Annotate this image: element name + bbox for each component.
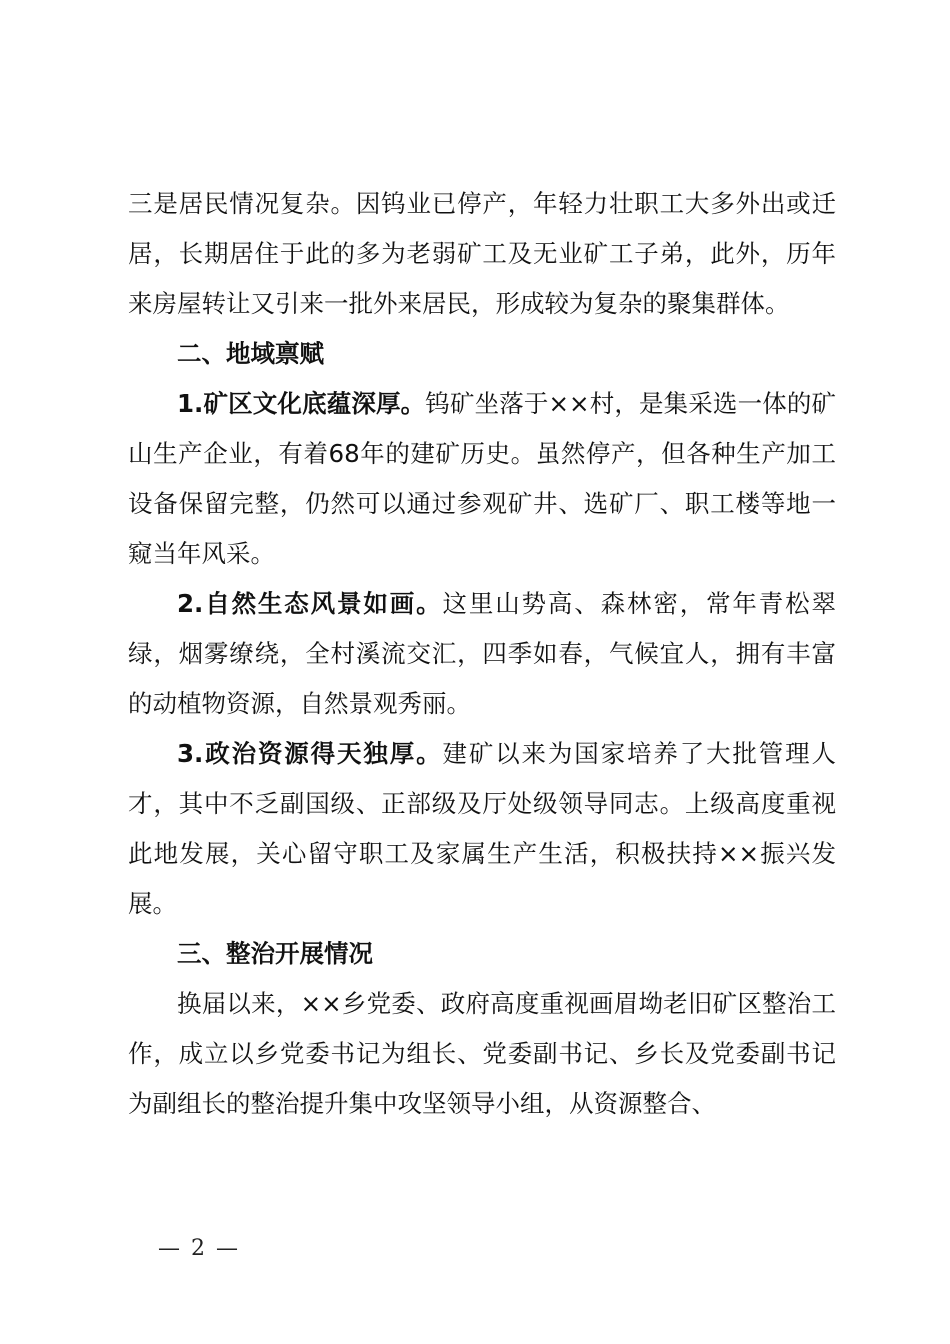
paragraph-mining-culture (128, 379, 836, 579)
paragraph-rectification-work: 换届以来，××乡党委、政府高度重视画眉坳老旧矿区整治工作，成立以乡党委书记为组长、党委副书记、乡长及党委副书记为副组长的整治提升集中攻坚领导小组，从资源整合、 (128, 989, 836, 1118)
paragraph-text: 建矿以来为国家培养了大批管理人才，其中不乏副国级、正部级及厅处级领导同志。上级高度重视此地发展，关心留守职工及家属生产生活，积极扶持××振兴发展。 (128, 739, 837, 918)
paragraph-political-resources (128, 729, 836, 929)
paragraph-natural-ecology (128, 579, 836, 729)
paragraph-lead: 2.自然生态风景如画。 (177, 589, 443, 618)
document-body (128, 179, 836, 1129)
section-heading-regional-endowment: 二、地域禀赋 (177, 339, 324, 368)
paragraph-lead: 3.政治资源得天独厚。 (177, 739, 443, 768)
section-heading-rectification: 三、整治开展情况 (177, 939, 373, 968)
paragraph-text: 钨矿坐落于××村，是集采选一体的矿山生产企业，有着68年的建矿历史。虽然停产，但各种生产加工设备保留完整，仍然可以通过参观矿井、选矿厂、职工楼等地一窥当年风采。 (128, 389, 836, 568)
paragraph-lead: 1.矿区文化底蕴深厚。 (177, 389, 426, 418)
paragraph-text: 这里山势高、森林密，常年青松翠绿，烟雾缭绕，全村溪流交汇，四季如春，气候宜人，拥有丰富的动植物资源，自然景观秀丽。 (128, 589, 837, 718)
page-number: — 2 — (158, 1236, 240, 1261)
paragraph-residents: 三是居民情况复杂。因钨业已停产，年轻力壮职工大多外出或迁居，长期居住于此的多为老弱矿工及无业矿工子弟，此外，历年来房屋转让又引来一批外来居民，形成较为复杂的聚集群体。 (128, 189, 836, 318)
